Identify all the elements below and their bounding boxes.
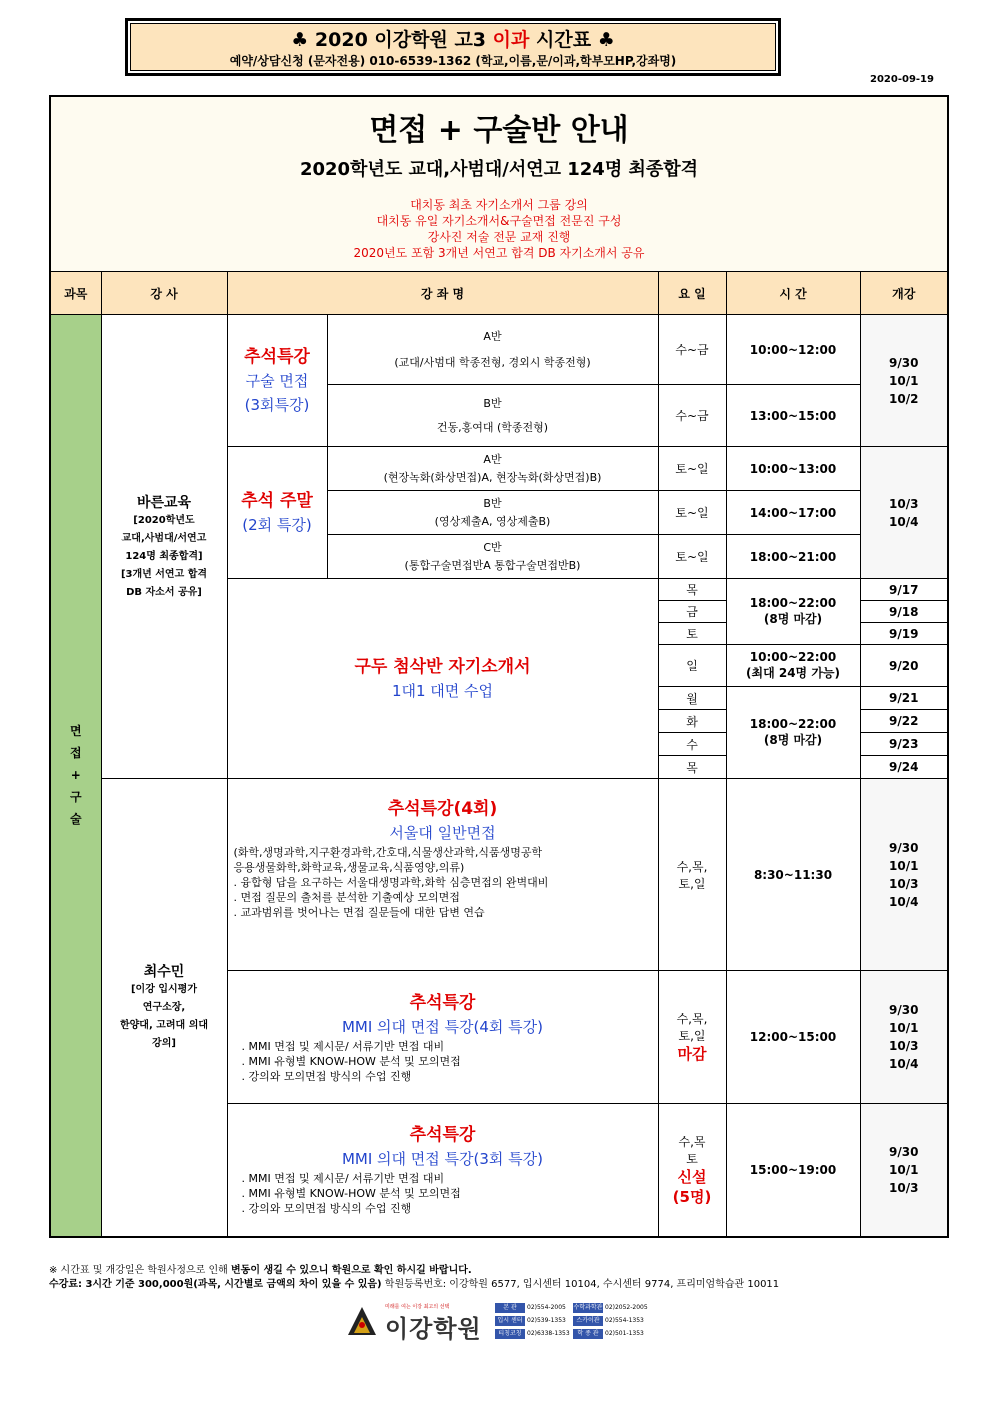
table-row: C반 (통합구술면접반A 통합구술면접반B) 토~일 18:00~21:00: [50, 535, 948, 579]
academy-logo: 미래를 여는 이강 최고의 선택 이강학원 본 관 02)554-2005 수학과학관 02)2052-2005 입시 센터 02)539-1353 스카이관 02)554-1353 티칭코칭 02)6338-1353 학 종 관 02)501-1353: [345, 1303, 655, 1343]
open-dates: 9/30 10/1 10/3 10/4: [860, 971, 948, 1104]
table-row: 일 10:00~22:00 (최대 24명 가능) 9/20: [50, 645, 948, 687]
open-dates: 10/3 10/4: [860, 447, 948, 579]
contact-line: 예약/상담신청 (문자전용) 010-6539-1362 (학교,이름,문/이과,학부모HP,강좌명): [229, 54, 677, 68]
table-row: 면 접 + 구 술 바른교육 [2020학년도 교대,사범대/서연고 124명 최종합격] [3개년 서연고 합격 DB 자소서 공유] 추석특강 구술 면접 (3회특강) A반 (교대/사범대 학종전형, 경외시 학종전형) 수~금 10:00~12:00 9/30 10/1 10/2: [50, 315, 948, 385]
teacher-cell-1: 바른교육 [2020학년도 교대,사범대/서연고 124명 최종합격] [3개년 서연고 합격 DB 자소서 공유]: [101, 315, 227, 779]
col-days: 요 일: [658, 272, 726, 315]
col-teacher: 강 사: [101, 272, 227, 315]
timetable: [49, 95, 949, 1238]
closed-badge: 마감: [677, 1045, 707, 1063]
intro-highlights: 대치동 최초 자기소개서 그룹 강의 대치동 유일 자기소개서&구술면접 전문진 구성 강사진 저술 전문 교재 진행 2020년도 포함 3개년 서연고 합격 DB 자기소개서 공유: [353, 198, 645, 260]
table-row: 추석특강 MMI 의대 면접 특강(4회 특강) . MMI 면접 및 제시문/ 서류기반 면접 대비 . MMI 유형별 KNOW-HOW 분석 및 모의면접 . 강의와 모의면접 방식의 수업 진행 수,목, 토,일 마감 12:00~15:00 9/30 10/1 10/3 10/4: [50, 971, 948, 1104]
course-label-chuseok2: 추석 주말 (2회 특강): [227, 447, 327, 579]
table-row: 구두 첨삭반 자기소개서 1대1 대면 수업 목 18:00~22:00 (8명 마감) 9/17: [50, 579, 948, 601]
course-class: B반 (영상제출A, 영상제출B): [327, 491, 658, 535]
club-icon: ♣: [597, 29, 615, 51]
table-row: 화 9/22: [50, 710, 948, 733]
open-dates: 9/30 10/1 10/3: [860, 1104, 948, 1237]
col-subject: 과목: [50, 272, 101, 315]
intro-section: [50, 96, 948, 272]
date-label: 2020-09-19: [870, 74, 934, 85]
table-row: 최수민 [이강 입시평가 연구소장, 한양대, 고려대 의대 강의] 추석특강(4회) 서울대 일반면접 (화학,생명과학,지구환경과학,간호대,식물생산과학,식품생명공학 응용생물화학,화학교육,생물교육,식품영양,의류) . 융합형 답을 요구하는 서울대생명과학,화학 심층면접의 완벽대비 . 면접 질문의 출처를 분석한 기출예상 모의면접 . 교과범위를 벗어나는 면접 질문들에 대한 답변 연습 수,목, 토,일 8:30~11:30 9/30 10/1 10/3 10/4: [50, 779, 948, 971]
table-row: 토 9/19: [50, 623, 948, 645]
subject-cell: 면 접 + 구 술: [50, 315, 101, 1237]
col-time: 시 간: [726, 272, 860, 315]
course-class: A반 (교대/사범대 학종전형, 경외시 학종전형): [327, 315, 658, 385]
table-row: 금 9/18: [50, 601, 948, 623]
table-row: B반 건동,홍여대 (학종전형) 수~금 13:00~15:00: [50, 385, 948, 447]
footer-notes: ※ 시간표 및 개강일은 학원사정으로 인해 변동이 생길 수 있으니 학원으로 확인 하시길 바랍니다. 수강료: 3시간 기준 300,000원(과목, 시간별로 금액의 차이 있을 수 있음) 학원등록번호: 이강학원 6577, 입시센터 10104, 수시센터 9774, 프리미엄학습관 10011: [49, 1265, 780, 1290]
course-class: A반 (현장녹화(화상면접)A, 현장녹화(화상면접)B): [327, 447, 658, 491]
column-headers: [50, 272, 948, 315]
branch-contacts: 본 관 02)554-2005 수학과학관 02)2052-2005 입시 센터 02)539-1353 스카이관 02)554-1353 티칭코칭 02)6338-1353 학 종 관 02)501-1353: [495, 1303, 655, 1339]
academy-emblem-icon: [345, 1305, 379, 1339]
header-box: [125, 18, 781, 76]
course-gudu: 구두 첨삭반 자기소개서 1대1 대면 수업: [227, 579, 658, 779]
table-row: 목 9/24: [50, 756, 948, 779]
course-class: B반 건동,홍여대 (학종전형): [327, 385, 658, 447]
club-icon: ♣: [291, 29, 309, 51]
new-badge: 신설: [677, 1167, 707, 1186]
teacher-cell-2: 최수민 [이강 입시평가 연구소장, 한양대, 고려대 의대 강의]: [101, 779, 227, 1237]
page-title: ♣ 2020 이강학원 고3 이과 시간표 ♣: [291, 29, 615, 51]
table-row: B반 (영상제출A, 영상제출B) 토~일 14:00~17:00: [50, 491, 948, 535]
open-dates: 9/30 10/1 10/2: [860, 315, 948, 447]
table-row: 수 9/23: [50, 733, 948, 756]
intro-subtitle: 2020학년도 교대,사범대/서연고 124명 최종합격: [299, 159, 699, 180]
table-row: 추석 주말 (2회 특강) A반 (현장녹화(화상면접)A, 현장녹화(화상면접)B) 토~일 10:00~13:00 10/3 10/4: [50, 447, 948, 491]
course-class: C반 (통합구술면접반A 통합구술면접반B): [327, 535, 658, 579]
open-dates: 9/30 10/1 10/3 10/4: [860, 779, 948, 971]
course-mmi3: 추석특강 MMI 의대 면접 특강(3회 특강) . MMI 면접 및 제시문/ 서류기반 면접 대비 . MMI 유형별 KNOW-HOW 분석 및 모의면접 . 강의와 모의면접 방식의 수업 진행: [227, 1104, 658, 1237]
course-label-chuseok1: 추석특강 구술 면접 (3회특강): [227, 315, 327, 447]
intro-title: 면접 + 구술반 안내: [369, 113, 629, 148]
table-row: 월 18:00~22:00 (8명 마감) 9/21: [50, 687, 948, 710]
col-course: 강 좌 명: [227, 272, 658, 315]
course-snu: 추석특강(4회) 서울대 일반면접 (화학,생명과학,지구환경과학,간호대,식물생산과학,식품생명공학 응용생물화학,화학교육,생물교육,식품영양,의류) . 융합형 답을 요구하는 서울대생명과학,화학 심층면접의 완벽대비 . 면접 질문의 출처를 분석한 기출예상 모의면접 . 교과범위를 벗어나는 면접 질문들에 대한 답변 연습: [227, 779, 658, 971]
table-row: 추석특강 MMI 의대 면접 특강(3회 특강) . MMI 면접 및 제시문/ 서류기반 면접 대비 . MMI 유형별 KNOW-HOW 분석 및 모의면접 . 강의와 모의면접 방식의 수업 진행 수,목 토 신설 (5명) 15:00~19:00 9/30 10/1 10/3: [50, 1104, 948, 1237]
col-open: 개강: [860, 272, 948, 315]
course-mmi4: 추석특강 MMI 의대 면접 특강(4회 특강) . MMI 면접 및 제시문/ 서류기반 면접 대비 . MMI 유형별 KNOW-HOW 분석 및 모의면접 . 강의와 모의면접 방식의 수업 진행: [227, 971, 658, 1104]
